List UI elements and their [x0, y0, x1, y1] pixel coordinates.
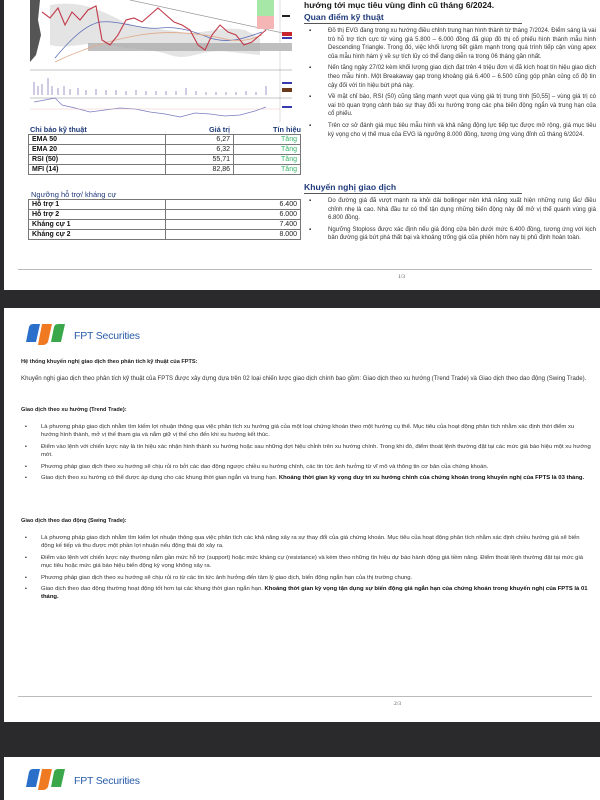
indicator-signal: Tăng — [234, 165, 301, 175]
document-page-2 — [4, 308, 600, 686]
indicator-header-name: Chỉ báo kỹ thuật — [30, 125, 87, 134]
document-page-2-footer — [4, 686, 600, 722]
level-value: 6.000 — [166, 210, 301, 220]
document-page-1 — [4, 0, 600, 290]
list-item: ▪ Điểm vào lệnh với chiến lược này là tín hiệu xác nhận hình thành xu hướng hoặc sau những đợt hiệu chỉnh trên xu hướng chính. Trong khi đó, điểm thoát lệnh thường đặt tại các mức giá báo hiệu một xu hướng mới. — [21, 443, 591, 460]
intro-paragraph: Khuyến nghị giao dịch theo phân tích kỹ thuật của FPTS được xây dựng dựa trên 02 loại chiến lược giao dịch chính bao gồm: Giao dịch theo xu hướng (Trend Trade) và Giao dịch theo dao động (Swing Trade). — [21, 375, 587, 382]
stoploss-zone — [257, 16, 274, 29]
support-resistance-table — [28, 199, 301, 240]
table-row — [29, 230, 301, 240]
fpt-logo-icon — [24, 321, 70, 345]
level-name: Hỗ trợ 2 — [29, 210, 166, 220]
support-zone — [88, 43, 292, 51]
list-item: ▪ Phương pháp giao dịch theo xu hướng sẽ chịu rủi ro từ các tin tức ảnh hưởng đến tâm lý giao dịch, biến động ngắn hạn của thị trường chung. — [21, 574, 591, 582]
footer-divider — [18, 696, 592, 697]
list-item: ▪ Là phương pháp giao dịch nhằm tìm kiếm lợi nhuận thông qua việc phân tích xu hướng giá của một loại chứng khoán theo một hướng cụ thể. Mục tiêu của hoạt động phân tích nhằm xác định thời điểm xu hướng hình thành, mở vị thế tham gia và nắm giữ vị thế cho đến khi xu hướng kết thúc. — [21, 423, 591, 440]
indicator-header-value: Giá trị — [209, 125, 231, 134]
level-value: 6.400 — [166, 200, 301, 210]
fpt-logo — [24, 321, 140, 345]
price-chart — [30, 0, 292, 122]
indicator-name: RSI (50) — [29, 155, 166, 165]
continued-heading-text: hướng tới mục tiêu vùng đỉnh cũ tháng 6/2024. — [304, 0, 495, 10]
indicator-signal: Tăng — [234, 135, 301, 145]
table-row — [29, 210, 301, 220]
list-item: ▪ Là phương pháp giao dịch nhằm tìm kiếm lợi nhuận thông qua việc phân tích các khả năng xảy ra sự thay đổi của giá chứng khoán. Mục tiêu của hoạt động phân tích nhằm xác định chiều hướng giá sẽ biến động kế tiếp và thu được một phần lợi nhuận nếu động thái đó xảy ra. — [21, 534, 591, 551]
indicator-signal: Tăng — [234, 155, 301, 165]
list-item: ▪ Về mặt chỉ báo, RSI (50) cũng tăng mạnh vượt qua vùng giá trị trung tính [50,55] – vùng giá trị có vai trò quan trọng cảnh báo sự thay đổi xu hướng trong các pha biến động ngắn và trung hạn của cổ phiếu. — [304, 93, 596, 119]
list-item: ▪ Trên cơ sở đánh giá mục tiêu mẫu hình và khả năng động lực tiếp tục được mở rộng, giá mục tiêu kỳ vọng cho vị thế mua của EVG là ngưỡng 8.000 đồng, tương ứng vùng đỉnh cũ tháng 6/2024. — [304, 122, 596, 139]
indicator-name: EMA 20 — [29, 145, 166, 155]
indicator-value: 6,32 — [166, 145, 234, 155]
indicator-value: 6,27 — [166, 135, 234, 145]
indicator-signal: Tăng — [234, 145, 301, 155]
price-chart-image — [30, 0, 292, 122]
indicator-header-signal: Tín hiệu — [273, 125, 301, 134]
table-row — [29, 145, 301, 155]
list-item: ▪ Do đường giá đã vượt mạnh ra khỏi dải bollinger nên khả năng xuất hiện những rung lắc/ điều chỉnh nhẹ là cao. Nhà đầu tư có thể tận dụng những biến động này để mở vị thế quanh vùng giá 6.800 đồng. — [304, 197, 596, 223]
level-value: 8.000 — [166, 230, 301, 240]
logo-text: FPT Securities — [74, 330, 140, 342]
table-row — [29, 135, 301, 145]
system-heading: Hệ thống khuyến nghị giao dịch theo phân tích kỹ thuật của FPTS: — [21, 359, 198, 365]
swing-trade-heading: Giao dịch theo dao động (Swing Trade): — [21, 518, 127, 524]
level-value: 7.400 — [166, 220, 301, 230]
fpt-logo-icon — [24, 766, 70, 790]
recommendation-section — [304, 182, 596, 246]
recommendation-heading: Khuyến nghị giao dịch — [304, 182, 522, 194]
indicator-name: EMA 50 — [29, 135, 166, 145]
indicator-table — [28, 134, 301, 175]
level-name: Kháng cự 2 — [29, 230, 166, 240]
swing-trade-list — [21, 534, 591, 605]
indicator-name: MFI (14) — [29, 165, 166, 175]
trend-trade-list — [21, 423, 591, 486]
list-item: ▪ Đồ thị EVG đang trong xu hướng điều chỉnh trung hạn hình thành từ tháng 7/2024. Điểm sáng là vai trò hỗ trợ tích cực từ vùng giá 5.800 – 6.000 đồng đã giúp đồ thị cổ phiếu hình thành mẫu hình Descending Triangle. Trong đó, việc khối lượng tiết giảm mạnh trong quá trình tiếp cận vùng apex của mẫu hình hàm ý về sự tích lũy có thể đang diễn ra trong 06 tháng gần nhất. — [304, 27, 596, 61]
list-item: ▪ Giao dịch theo dao động thường hoạt động tốt hơn tại các khung thời gian ngắn hạn. Khoảng thời gian kỳ vọng tận dụng sự biến động giá ngắn hạn của chứng khoán trong khuyến nghị của FPTS là 01 tháng. — [21, 585, 591, 602]
list-item: ▪ Phương pháp giao dịch theo xu hướng sẽ chịu rủi ro bởi các dao động ngược chiều xu hướng chính, các tin tức ảnh hưởng từ vĩ mô và thông tin cơ bản của chứng khoán. — [21, 463, 591, 471]
list-item: ▪ Nến tăng ngày 27/02 kèm khối lượng giao dịch đạt trên 4 triệu đơn vị đã kích hoạt tín hiệu giao dịch theo mẫu hình. Một Breakaway gap trong khoảng giá 6.400 – 6.500 cũng góp phần củng cố độ tin cậy đối với tín hiệu bứt phá này. — [304, 64, 596, 90]
indicator-value: 82,86 — [166, 165, 234, 175]
page-number: 1/3 — [398, 274, 406, 280]
table-row — [29, 200, 301, 210]
table-row — [29, 155, 301, 165]
trend-trade-heading: Giao dịch theo xu hướng (Trend Trade): — [21, 407, 127, 413]
list-item: ▪ Điểm vào lệnh với chiến lược này thường nằm gần mức hỗ trợ (support) hoặc mức kháng cự (resistance) và kèm theo những tín hiệu dự báo hành động giá tiềm năng. Điểm thoát lệnh thường đặt tại mức giá mục tiêu hoặc mức giá báo hiệu biến động kỳ vọng không xảy ra. — [21, 554, 591, 571]
table-row — [29, 165, 301, 175]
technical-view-section — [304, 12, 596, 142]
indicator-value: 55,71 — [166, 155, 234, 165]
table-row — [29, 220, 301, 230]
document-page-3 — [4, 757, 600, 800]
list-item: ▪ Giao dịch theo xu hướng có thể được áp dụng cho các khung thời gian ngắn và trung hạn. Khoảng thời gian kỳ vọng duy trì xu hướng chính của chứng khoán trong khuyến nghị của FPTS là 03 tháng. — [21, 474, 591, 482]
list-item: ▪ Ngưỡng Stoploss được xác định nếu giá đóng cửa bên dưới mức 6.400 đồng, tương ứng với kịch bản đường giá bứt phá thất bại và khoảng trống giá của phiên hôm nay bị phủ định hoàn toàn. — [304, 226, 596, 243]
support-table-title: Ngưỡng hỗ trợ/ kháng cự — [31, 190, 117, 199]
last-price-marker — [282, 32, 292, 36]
fpt-logo — [24, 766, 140, 790]
level-name: Hỗ trợ 1 — [29, 200, 166, 210]
logo-text: FPT Securities — [74, 775, 140, 787]
technical-view-heading: Quan điểm kỹ thuật — [304, 12, 522, 24]
level-name: Kháng cự 1 — [29, 220, 166, 230]
page-number: 2/3 — [394, 701, 402, 707]
footer-divider — [18, 269, 592, 270]
target-profit-zone — [257, 0, 274, 16]
